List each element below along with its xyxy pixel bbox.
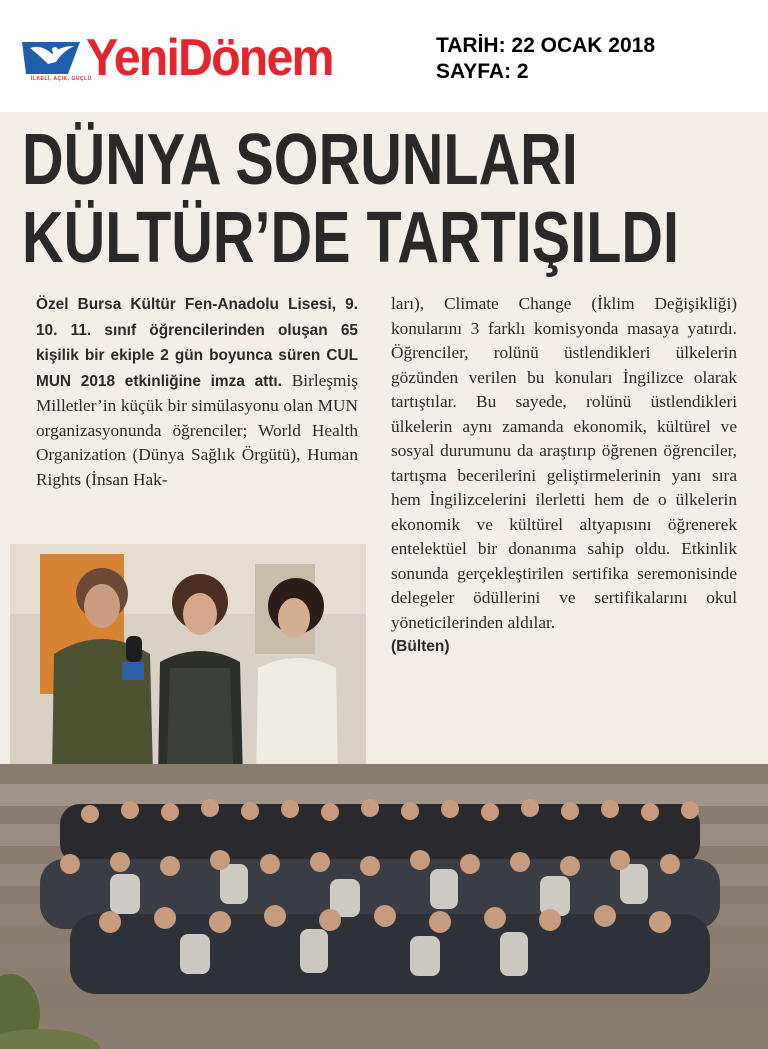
- publication-date: TARİH: 22 OCAK 2018: [436, 34, 656, 57]
- newspaper-logo: [22, 28, 422, 88]
- group-photo: [0, 764, 768, 1049]
- article-body-left: Birleşmiş Milletler’in küçük bir simülasyonu olan MUN organizasyonunda öğrenciler; World Health Organization (Dünya Sağlık Örgütü), Human Rights (İnsan Hak-: [36, 370, 358, 489]
- article-lead: Özel Bursa Kültür Fen-Anadolu Lisesi, 9. 10. 11. sınıf öğrencilerinden oluşan 65 kişilik bir ekiple 2 gün boyunca süren CUL MUN 2018 etkinliğine imza attı.: [36, 296, 358, 390]
- newspaper-clipping: [0, 112, 768, 1049]
- article-column-left: [36, 292, 358, 492]
- page-number: SAYFA: 2: [436, 60, 529, 83]
- logo-slogan: İLKELİ, AÇIK, GÜÇLÜ: [31, 76, 92, 82]
- headline-line-2: KÜLTÜR’DE TARTIŞILDI: [22, 198, 679, 278]
- page-header: [0, 0, 768, 112]
- logo-wordmark: YeniDönem: [86, 29, 333, 87]
- article-column-right: [391, 292, 737, 660]
- headline-line-1: DÜNYA SORUNLARI: [22, 120, 578, 200]
- source-tag: (Bülten): [391, 638, 450, 655]
- article-body-right: ları), Climate Change (İklim Değişikliği) konularını 3 farklı komisyonda masaya yatırdı. Öğrenciler, rolünü üstlendikleri ülkelerin gözünden verilen bu konuları İngilizce olarak tartıştılar. Bu sayede, rolünü üstlendikleri ülkelerin aynı zamanda ekonomik, kültürel ve sosyal durumunu da araştırıp öğrenen öğrenciler, tartışma becerilerini geliştirmelerinin yanı sıra hem İngilizcelerini ilerletti hem de o ülkelerin ekonomik ve kültürel altyapısını öğrenerek entelektüel bir donanıma sahip oldu. Etkinlik sonunda gerçekleştirilen sertifika seremonisinde delegeler ödüllerini ve sertifikalarını okul yöneticilerinden aldılar.: [391, 294, 737, 632]
